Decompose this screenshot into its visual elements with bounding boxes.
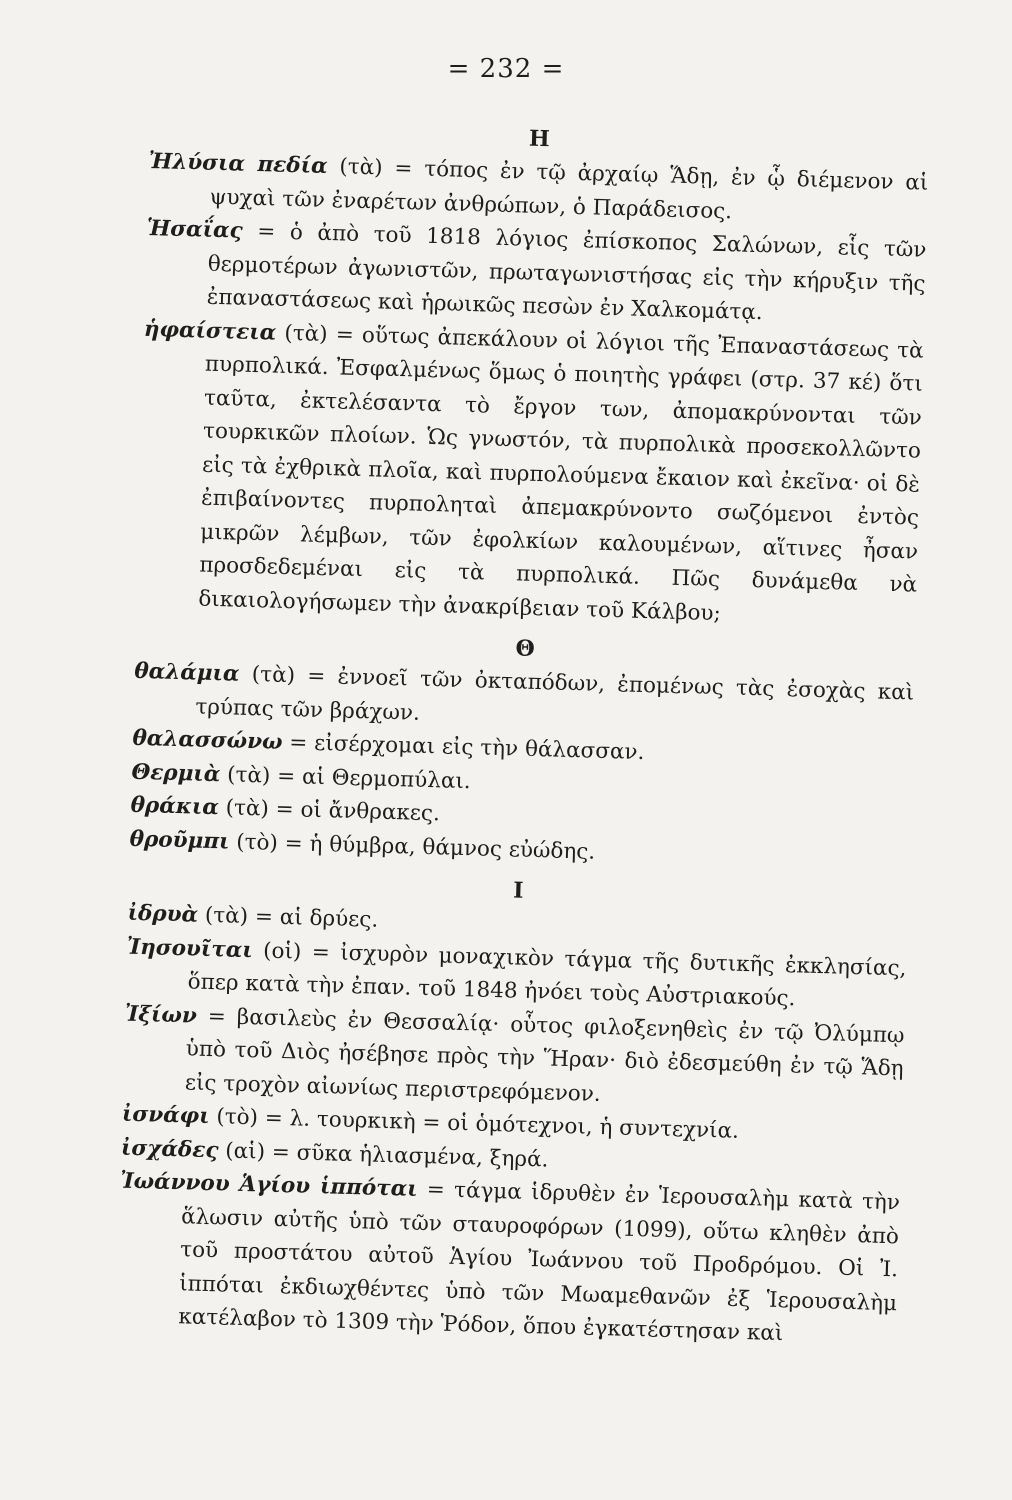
entry-definition: (αἱ) = σῦκα ἡλιασμένα, ξηρά.	[224, 1138, 549, 1173]
glossary-entry	[116, 1165, 900, 1354]
entry-headword: ἰδρυὰ	[127, 900, 199, 928]
entry-headword: Ἡσαΐας	[146, 215, 244, 244]
entry-headword: ἰσχάδες	[120, 1135, 219, 1163]
glossary-entry	[136, 312, 924, 635]
entry-definition: (τὰ) = ἐννοεῖ τῶν ὀκταπόδων, ἐπομένως τὰς ἐσοχὰς καὶ τρύπας τῶν βράχων.	[195, 662, 915, 726]
entry-definition: (τὰ) = οἱ ἄνθρακες.	[225, 795, 441, 827]
entry-headword: Ἰωάννου Ἁγίου ἱππόται	[119, 1168, 418, 1202]
entry-definition: (τὰ) = τόπος ἐν τῷ ἀρχαίῳ Ἅδῃ, ἐν ᾧ διέμενον αἱ ψυχαὶ τῶν ἐναρέτων ἀνθρώπων, ὁ Παράδεισος.	[209, 154, 929, 224]
page-number: = 232 =	[447, 54, 565, 84]
section-letter-iota: Ι	[512, 877, 524, 904]
entry-headword: θράκια	[130, 792, 220, 821]
section-letter-eta: Η	[528, 125, 551, 153]
entry-headword: θαλασσώνω	[132, 725, 283, 755]
entry-definition: = βασιλεὺς ἐν Θεσσαλίᾳ· οὗτος φιλοξενηθεὶς ἐν τῷ Ὀλύμπῳ ὑπὸ τοῦ Διὸς ἠσέβησε πρὸς τὴν Ἥραν· διὸ ἐδεσμεύθη ἐν τῷ Ἅδῃ εἰς τροχὸν αἰωνίως περιστρεφόμενον.	[184, 1003, 905, 1107]
entry-definition: (τὸ) = ἡ θύμβρα, θάμνος εὐώδης.	[235, 829, 596, 865]
entry-headword: θροῦμπι	[129, 826, 230, 854]
entry-headword: Ἰξίων	[124, 1001, 198, 1029]
entry-definition: (οἱ) = ἰσχυρὸν μοναχικὸν τάγμα τῆς δυτικῆς ἐκκλησίας, ὅπερ κατὰ τὴν ἐπαν. τοῦ 1848 ἠνόει τοὺς Αὐστριακούς.	[187, 937, 907, 1012]
entry-headword: Ἠλύσια πεδία	[148, 148, 328, 179]
entry-definition: = εἰσέρχομαι εἰς τὴν θάλασσαν.	[289, 730, 645, 766]
entry-headword: ἰσνάφι	[121, 1101, 210, 1130]
entry-headword: Θερμιὰ	[131, 759, 221, 787]
glossary-text	[116, 112, 930, 1354]
entry-headword: Ἰησουῖται	[126, 934, 254, 963]
entry-headword: θαλάμια	[134, 658, 240, 687]
entry-definition: (τὰ) = οὕτως ἀπεκάλουν οἱ λόγιοι τῆς Ἐπαναστάσεως τὰ πυρπολικά. Ἐσφαλμένως ὅμως ὁ ποιητὴς γράφει (στρ. 37 κέ) ὅτι ταῦτα, ἐκτελέσαντα τὸ ἔργον των, ἀπομακρύνονται τῶν τουρκικῶν πλοίων. Ὡς γνωστόν, τὰ πυρπολικὰ προσεκολλῶντο εἰς τὰ ἐχθρικὰ πλοῖα, καὶ πυρπολούμενα ἔκαιον καὶ ἐκεῖνα· οἱ δὲ ἐπιβαίνοντες πυρποληταὶ ἀπεμακρύνοντο σωζόμενοι ἐντὸς μικρῶν λέμβων, τῶν ἐφολκίων καλουμένων, αἵτινες ἦσαν προσδεδεμέναι εἰς τὰ πυρπολικά. Πῶς δυνάμεθα νὰ δικαιολογήσωμεν τὴν ἀνακρίβειαν τοῦ Κάλβου;	[198, 320, 924, 626]
entry-definition: (τὸ) = λ. τουρκικὴ = οἱ ὁμότεχνοι, ἡ συντεχνία.	[216, 1104, 740, 1144]
entry-definition: (τὰ) = αἱ δρύες.	[204, 902, 379, 933]
entry-definition: (τὰ) = αἱ Θερμοπύλαι.	[226, 761, 472, 794]
entry-headword: ἡφαίστεια	[143, 316, 277, 346]
entry-definition: = τάγμα ἱδρυθὲν ἐν Ἱερουσαλὴμ κατὰ τὴν ἅλωσιν αὐτῆς ὑπὸ τῶν σταυροφόρων (1099), οὕτω κληθὲν ἀπὸ τοῦ προστάτου αὐτοῦ Ἁγίου Ἰωάννου τοῦ Προδρόμου. Οἱ Ἰ. ἱππόται ἐκδιωχθέντες ὑπὸ τῶν Μωαμεθανῶν ἐξ Ἱερουσαλὴμ κατέλαβον τὸ 1309 τὴν Ῥόδον, ὅπου ἐγκατέστησαν καὶ	[178, 1177, 901, 1347]
entry-definition: = ὁ ἀπὸ τοῦ 1818 λόγιος ἐπίσκοπος Σαλώνων, εἷς τῶν θερμοτέρων ἀγωνιστῶν, πρωταγωνιστήσας εἰς τὴν κήρυξιν τῆς ἐπαναστάσεως καὶ ἡρωικῶς πεσὼν ἐν Χαλκομάτᾳ.	[206, 219, 927, 326]
section-letter-theta: Θ	[515, 635, 536, 662]
